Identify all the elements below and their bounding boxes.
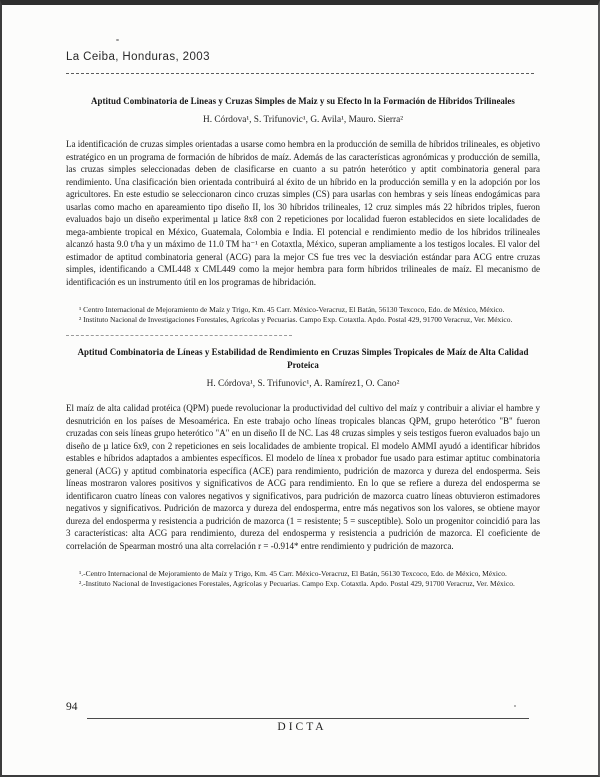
footnotes-block-1	[66, 305, 540, 324]
proceedings-header: La Ceiba, Honduras, 2003	[66, 51, 210, 63]
scan-artifact	[116, 39, 119, 41]
abstract-text-2: El maíz de alta calidad protéica (QPM) puede revolucionar la productividad del cultivo del maíz y contribuir a aliviar el hambre y desnutrición en los países de Mesoamérica. En este trabajo ocho líneas tropicales blancas QPM, grupo heterótico "B" fueron cruzadas con seis líneas grupo heterótico "A" en un diseño II de NC. Las 48 cruzas simples y seis testigos fueron evaluados bajo un diseño de µ latice 6x9, con 2 repeticiones en seis localidades de ambiente tropical. El modelo AMMI ayudó a identificar híbridos estables e híbridos adaptados a ambientes específicos. El modelo de línea x probador fue usado para estimar aptituc combinatoria general (ACG) y aptitud combinatoria específica (ACE) para rendimiento, pudrición de mazorca y dureza del endosperma. Seis líneas mostraron valores positivos y significativos de ACG para rendimiento. En lo que se refiere a dureza del endosperma se identificaron cuatro líneas con valores negativos y significativos, para pudrición de mazorca cuatro líneas obtuvieron estimadores negativos y significativos. Pudrición de mazorca y dureza del endosperma, entre más negativos son los valores, se obtiene mayor dureza del endosperma y resistencia a pudrición de mazorca (1 = resistente; 5 = susceptible). Solo un progenitor coincidió para las 3 características: alta ACG para rendimiento, dureza del endosperma y resistencia a pudrición de mazorca. El coeficiente de correlación de Spearman mostró una alta correlación r = -0.914* entre rendimiento y pudrición de mazorca.	[66, 403, 540, 551]
page-number: 94	[66, 701, 78, 713]
abstract-text-1: La identificación de cruzas simples orientadas a usarse como hembra en la producción de semilla de híbridos trilineales, es objetivo estratégico en un programa de formación de híbridos de maíz. Además de las características agronómicas y producción de semilla, las cruzas simples seleccionadas deben de clasificarse en cuanto a su patrón heterótico y aptit combinatoria general para rendimiento. Una clasificación bien orientada contribuirá al éxito de un híbrido en la producción semilla y en la adopción por los agricultores. En este estudio se seleccionaron cinco cruzas simples (CS) para usarlas con hembras y seis líneas endogámicas para usarlas como macho en apareamiento tipo diseño II, los 30 híbridos trilineales, 12 cruz simples más 22 híbridos triples, fueron evaluados bajo un diseño experimental µ latice 8x8 con 2 repeticiones por localidad fueron establecidos en siete localidades de mega-ambiente tropical en México, Guatemala, Colombia e India. El potencial e rendimiento medio de los híbridos trilineales alcanzó hasta 9.0 t/ha y un máximo de 11.0 TM ha⁻¹ en Cotaxtla, México, superan ampliamente a los testigos locales. El valor del estimador de aptitud combinatoria general (ACG) para la mejor CS fue tres vec la desviación estándar para ACG entre cruzas simples, identificando a CML448 x CML449 como la mejor hembra para form híbridos trilineales de maíz. El mecanismo de identificación es un instrumento útil en los programas de hibridación.	[66, 139, 540, 287]
abstract-section-1	[66, 95, 540, 324]
footnotes-block-2	[66, 569, 540, 588]
section-divider	[66, 335, 292, 336]
footnote-2-2: ².-Instituto Nacional de Investigaciones Forestales, Agrícolas y Pecuarias. Campo Exp. Cotaxtla. Apdo. Postal 429, 91700 Veracruz, Ver. México.	[79, 578, 515, 588]
footnote-2-1: ¹.-Centro Internacional de Mejoramiento de Maíz y Trigo, Km. 45 Carr. México-Veracruz, El Batán, 56130 Texcoco, Edo. de México, México.	[79, 569, 507, 579]
scan-artifact	[514, 705, 516, 707]
footnote-1-2: ² Instituto Nacional de Investigaciones Forestales, Agrícolas y Pecuarias. Campo Exp. Cotaxtla. Apdo. Postal 429, 91700 Veracruz, Ver. México.	[79, 314, 513, 324]
page-content	[2, 5, 598, 588]
header-divider	[66, 73, 534, 74]
footnote-1-1: ¹ Centro Internacional de Mejoramiento de Maíz y Trigo, Km. 45 Carr. México-Veracruz, El Batán, 56130 Texcoco, Edo. de México, México.	[79, 305, 505, 314]
footer-label: DICTA	[277, 721, 327, 733]
article-title-2: Aptitud Combinatoria de Líneas y Estabilidad de Rendimiento en Cruzas Simples Tropicales de Maíz de Alta Calidad Proteica	[77, 347, 529, 371]
abstract-section-2	[66, 346, 540, 588]
article-title-1: Aptitud Combinatoria de Lineas y Cruzas Simples de Maiz y su Efecto ln la Formación de Híbridos Trilineales	[91, 96, 515, 106]
footer-rule	[87, 718, 529, 719]
authors-line-1: H. Córdova¹, S. Trifunovic¹, G. Avila¹, Mauro. Sierra²	[202, 115, 403, 125]
authors-line-2: H. Córdova¹, S. Trifunovic¹, A. Ramírez1, O. Cano²	[206, 379, 400, 390]
